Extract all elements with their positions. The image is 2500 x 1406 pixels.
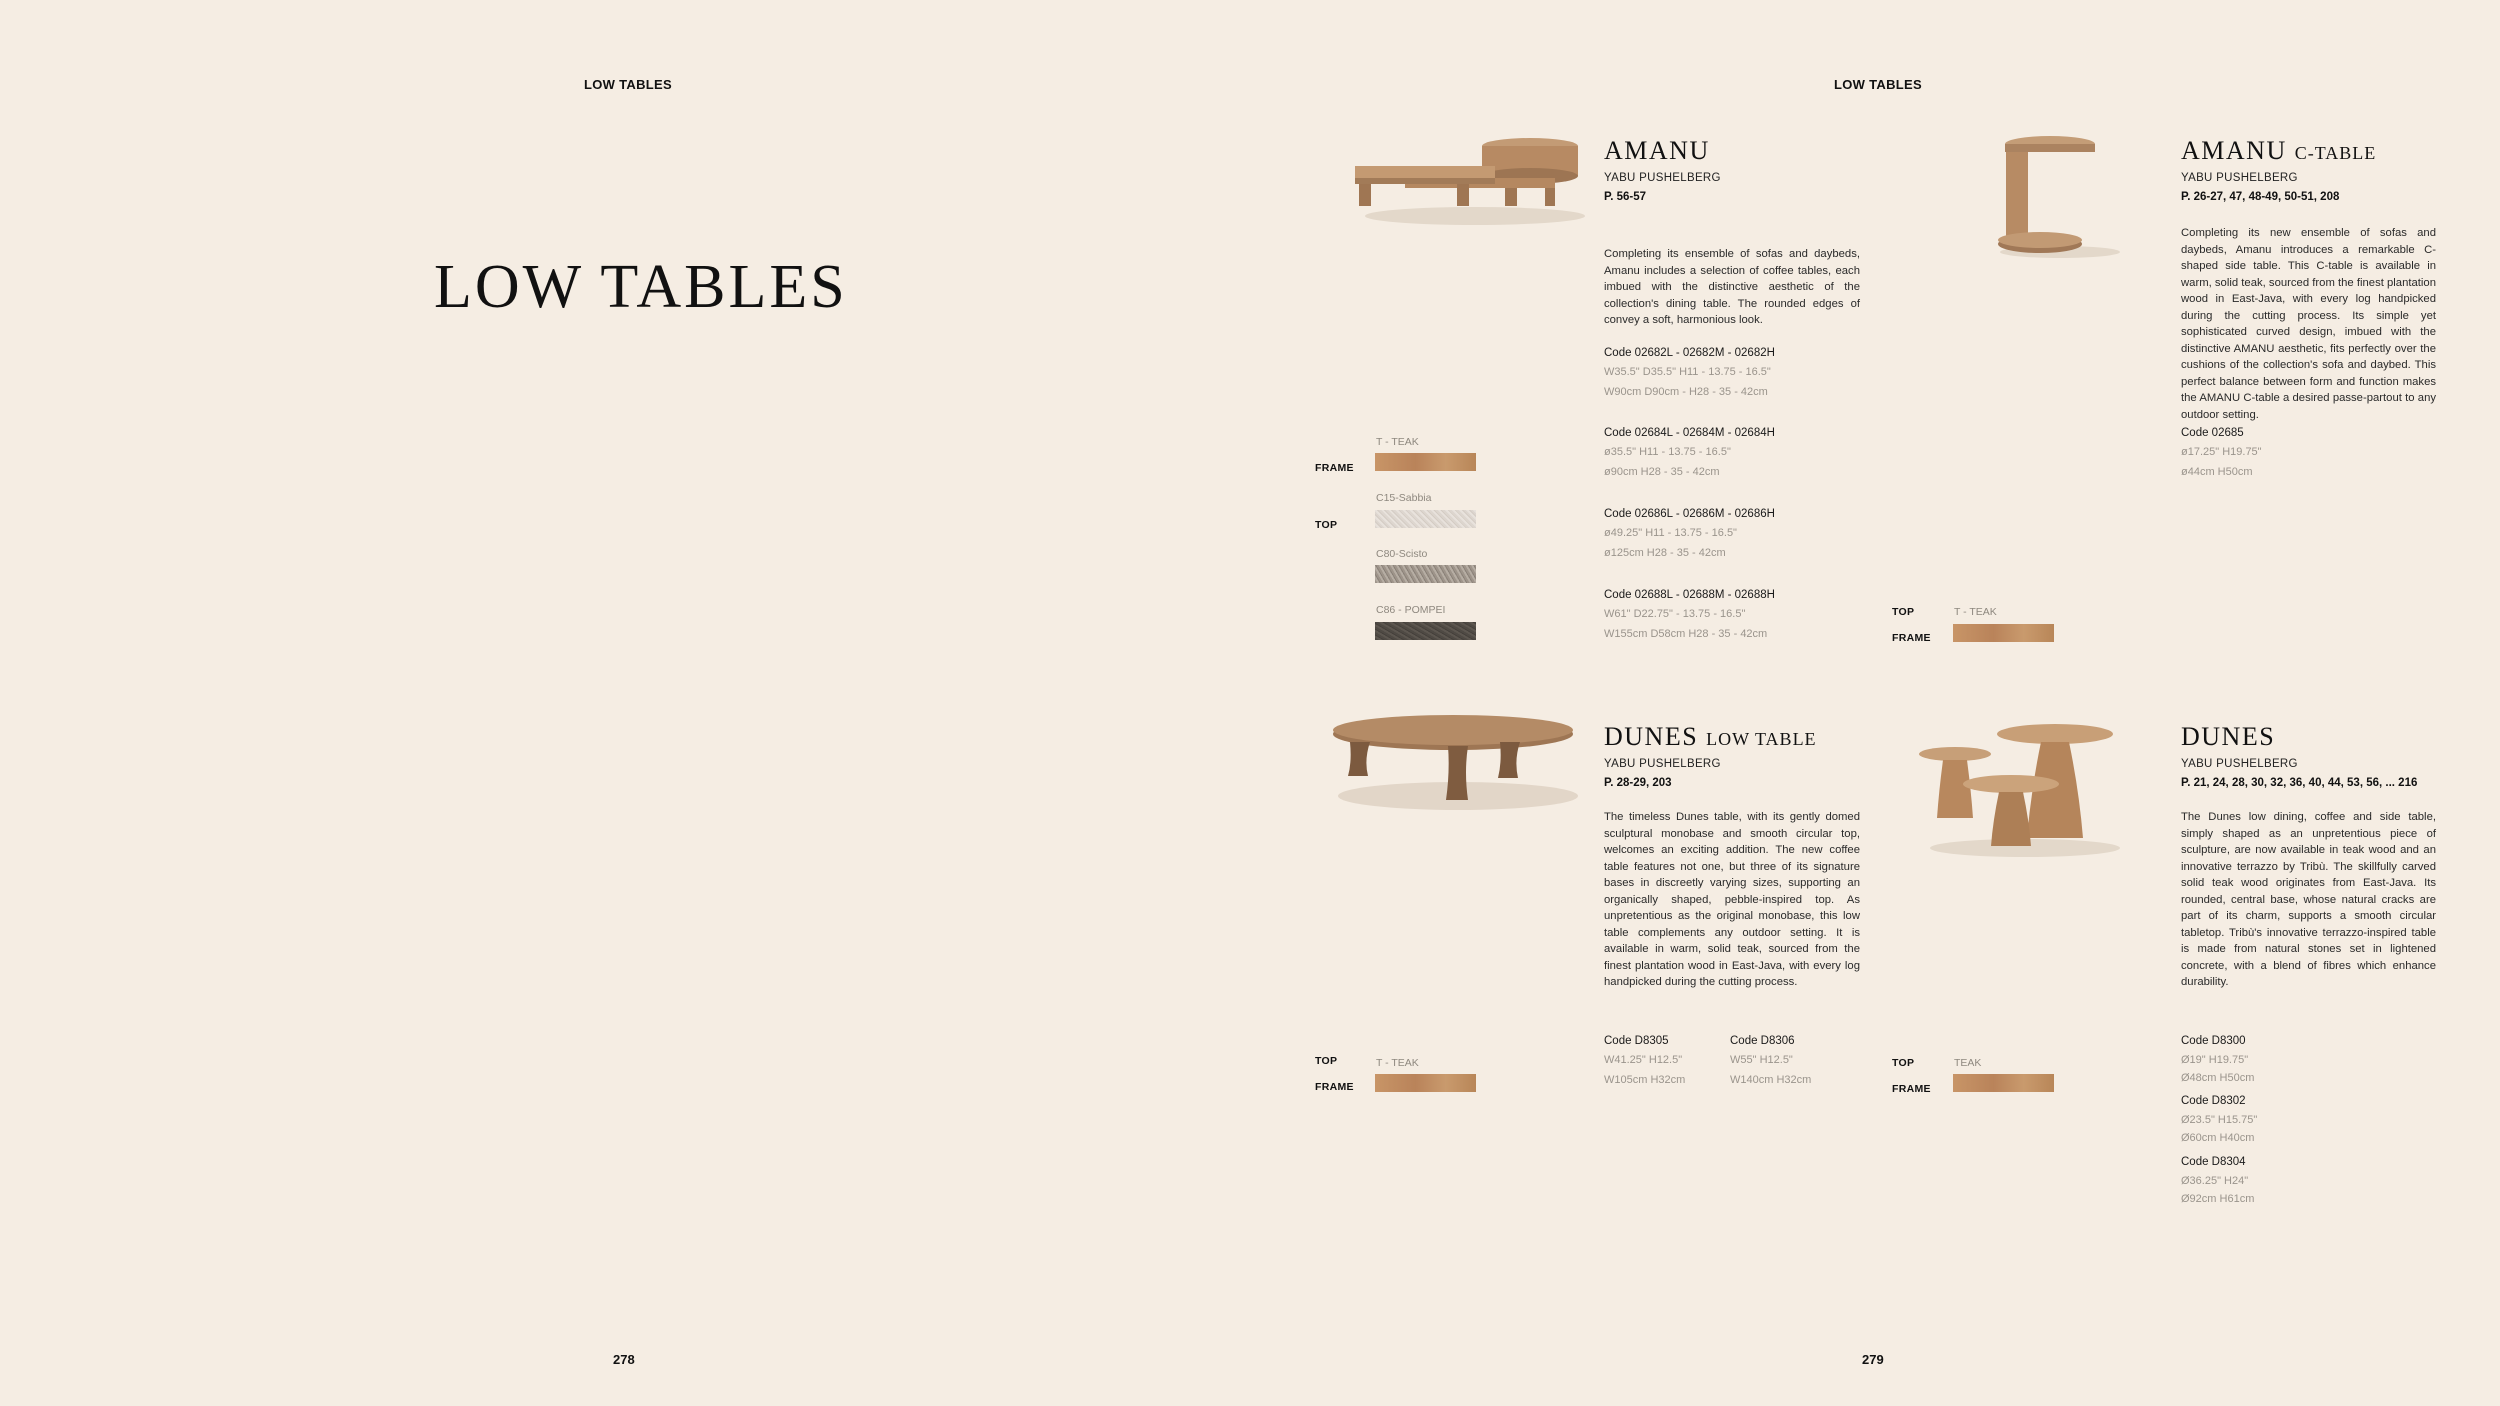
dunes-description: The Dunes low dining, coffee and side table, simply shaped as an unpretentious piece of sculpture, are now available in teak wood and an innovative terrazzo by Tribù. The skillfully carved solid teak wood originates from East-Java. Its rounded, central base, whose natural cracks are part of its charm, supports a smooth circular tabletop. Tribù's innovative terrazzo-inspired table is made from natural stones set in lightened concrete, with a blend of fibres which enhance durability.	[2181, 811, 2436, 988]
amanu-code-1: Code 02682L - 02682M - 02682H W35.5" D35.5" H11 - 13.75 - 16.5" W90cm D90cm - H28 - 35 - 42cm	[1604, 347, 1775, 398]
right-page-header: LOW TABLES	[1834, 77, 1922, 92]
amanu-c-header	[2181, 136, 2376, 203]
amanu-description: Completing its ensemble of sofas and daybeds, Amanu includes a selection of coffee tables, each imbued with the distinctive aesthetic of the collection's dining table. The rounded edges of convey a soft, harmonious look.	[1604, 248, 1860, 326]
dunes-header	[2181, 722, 2417, 789]
amanu-c-top-label: TOP	[1892, 606, 1915, 618]
amanu-top-swatch-name-1: C15-Sabbia	[1376, 492, 1432, 504]
dunes-title: DUNES	[2181, 722, 2276, 751]
amanu-code-4: Code 02688L - 02688M - 02688H W61" D22.75" - 13.75 - 16.5" W155cm D58cm H28 - 35 - 42cm	[1604, 589, 1775, 640]
dunes-designer: YABU PUSHELBERG	[2181, 758, 2298, 770]
left-page-number: 278	[613, 1352, 635, 1367]
amanu-frame-swatch-teak	[1375, 453, 1476, 471]
amanu-frame-swatch-name: T - TEAK	[1376, 436, 1419, 448]
dunes-low-pages: P. 28-29, 203	[1604, 777, 1672, 789]
dunes-low-swatch-teak	[1375, 1074, 1476, 1092]
amanu-c-description: Completing its new ensemble of sofas and daybeds, Amanu introduces a remarkable C-shaped side table. This C-table is available in warm, solid teak, sourced from the finest plantation wood in East-Java, with every log handpicked during the cutting process. Its simple yet sophisticated curved design, imbued with the distinctive AMANU aesthetic, fits perfectly over the cushions of the collection's sofa and daybed. This perfect balance between form and function makes the AMANU C-table a desired passe-partout to any outdoor setting.	[2181, 227, 2436, 421]
dunes-frame-label: FRAME	[1892, 1083, 1931, 1095]
amanu-code-3: Code 02686L - 02686M - 02686H ø49.25" H11 - 13.75 - 16.5" ø125cm H28 - 35 - 42cm	[1604, 508, 1775, 559]
dunes-low-swatch-name: T - TEAK	[1376, 1057, 1419, 1069]
amanu-title: AMANU	[1604, 136, 1710, 165]
amanu-c-designer: YABU PUSHELBERG	[2181, 172, 2298, 184]
dunes-product-image	[1915, 720, 2125, 860]
amanu-pages: P. 56-57	[1604, 191, 1646, 203]
dunes-top-label: TOP	[1892, 1057, 1915, 1069]
amanu-top-label: TOP	[1315, 519, 1338, 531]
amanu-c-pages: P. 26-27, 47, 48-49, 50-51, 208	[2181, 191, 2340, 203]
dunes-low-code-1: Code D8305 W41.25" H12.5" W105cm H32cm	[1604, 1035, 1686, 1086]
dunes-low-designer: YABU PUSHELBERG	[1604, 758, 1721, 770]
amanu-product-image	[1345, 130, 1595, 230]
dunes-code-1: Code D8300 Ø19" H19.75" Ø48cm H50cm	[2181, 1035, 2255, 1084]
amanu-frame-label: FRAME	[1315, 462, 1354, 474]
amanu-top-swatch-scisto	[1375, 565, 1476, 583]
amanu-code-2: Code 02684L - 02684M - 02684H ø35.5" H11 - 13.75 - 16.5" ø90cm H28 - 35 - 42cm	[1604, 427, 1775, 478]
amanu-c-swatch-teak	[1953, 624, 2054, 642]
dunes-low-description: The timeless Dunes table, with its gently domed sculptural monobase and smooth circular top, welcomes an exciting addition. The new coffee table features not one, but three of its signature bases in discreetly varying sizes, supporting an organically shaped, pebble-inspired top. As unpretentious as the original monobase, this low table complements any outdoor setting. It is available in warm, solid teak, sourced from the finest plantation wood in East-Java, with every log handpicked during the cutting process.	[1604, 811, 1860, 988]
dunes-low-top-label: TOP	[1315, 1055, 1338, 1067]
amanu-header	[1604, 136, 1721, 203]
amanu-c-swatch-name: T - TEAK	[1954, 606, 1997, 618]
amanu-top-swatch-name-3: C86 - POMPEI	[1376, 604, 1446, 616]
dunes-low-title: DUNES LOW TABLE	[1604, 722, 1817, 751]
amanu-c-frame-label: FRAME	[1892, 632, 1931, 644]
dunes-low-table-image	[1318, 712, 1590, 812]
dunes-low-header	[1604, 722, 1817, 789]
dunes-swatch-name: TEAK	[1954, 1057, 1982, 1069]
amanu-top-swatch-pompei	[1375, 622, 1476, 640]
amanu-c-title: AMANU C-TABLE	[2181, 136, 2377, 165]
amanu-top-swatch-name-2: C80-Scisto	[1376, 548, 1428, 560]
left-page-title: LOW TABLES	[434, 253, 848, 321]
dunes-low-code-2: Code D8306 W55" H12.5" W140cm H32cm	[1730, 1035, 1812, 1086]
left-page-header: LOW TABLES	[584, 77, 672, 92]
amanu-c-code: Code 02685 ø17.25" H19.75" ø44cm H50cm	[2181, 427, 2262, 478]
amanu-designer: YABU PUSHELBERG	[1604, 172, 1721, 184]
right-page-number: 279	[1862, 1352, 1884, 1367]
dunes-pages: P. 21, 24, 28, 30, 32, 36, 40, 44, 53, 56, ... 216	[2181, 777, 2418, 789]
dunes-low-frame-label: FRAME	[1315, 1081, 1354, 1093]
dunes-code-2: Code D8302 Ø23.5" H15.75" Ø60cm H40cm	[2181, 1095, 2258, 1144]
amanu-c-table-image	[1990, 132, 2150, 262]
amanu-top-swatch-sabbia	[1375, 510, 1476, 528]
dunes-code-3: Code D8304 Ø36.25" H24" Ø92cm H61cm	[2181, 1156, 2255, 1205]
dunes-swatch-teak	[1953, 1074, 2054, 1092]
